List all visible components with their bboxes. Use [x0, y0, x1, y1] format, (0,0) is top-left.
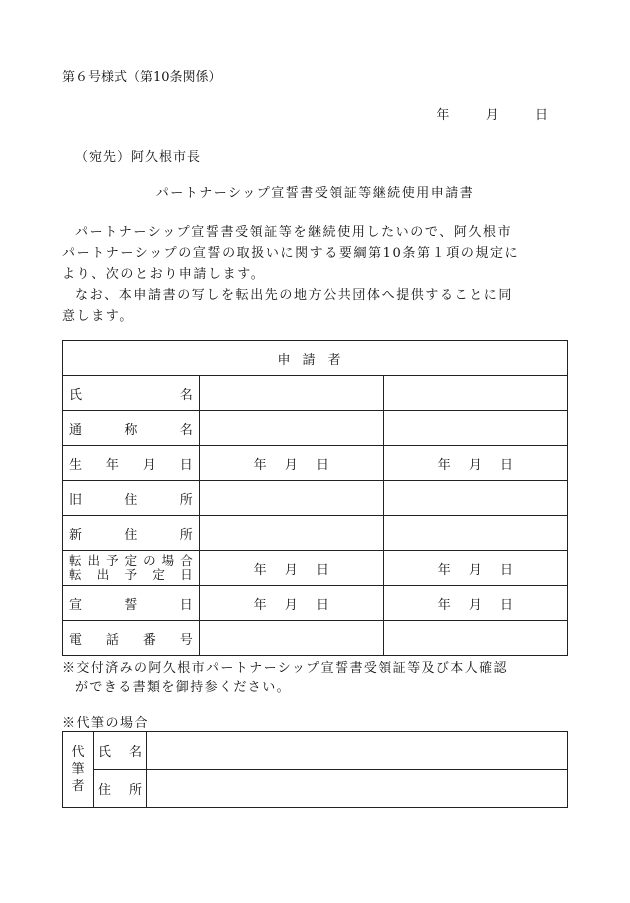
applicant-2-field[interactable]	[383, 481, 567, 516]
label-char: の	[143, 553, 156, 568]
applicant-1-field[interactable]	[199, 621, 383, 656]
label-char: 日	[179, 457, 193, 473]
note-line: ができる書類を御持参ください。	[75, 680, 292, 695]
applicant-2-field[interactable]: 年 月 日	[383, 446, 567, 481]
row-label	[63, 411, 200, 446]
label-char: 名	[179, 422, 193, 438]
proxy-name-field[interactable]	[147, 732, 568, 770]
applicant-1-field[interactable]	[199, 481, 383, 516]
note-line: ※交付済みの阿久根市パートナーシップ宣誓書受領証等及び本人確認	[62, 661, 508, 676]
label-char: 出	[96, 567, 110, 582]
label-char: 場	[161, 553, 175, 568]
applicant-1-field[interactable]	[199, 376, 383, 411]
proxy-side-char: 代	[71, 745, 85, 760]
body-line: パートナーシップ宣誓書受領証等を継続使用したいので、阿久根市	[75, 225, 513, 240]
label-char: 日	[179, 597, 193, 613]
applicant-row	[63, 376, 568, 411]
label-char: 号	[179, 632, 193, 648]
label-char: 所	[179, 527, 193, 543]
label-char: 生	[69, 457, 83, 473]
document-title: パートナーシップ宣誓書受領証等継続使用申請書	[155, 186, 475, 201]
applicant-2-field[interactable]	[383, 376, 567, 411]
applicant-row	[63, 411, 568, 446]
label-char: 年	[105, 457, 119, 473]
label-char: 転	[69, 553, 82, 568]
label-char: 通	[69, 422, 83, 438]
body-line: 意します。	[62, 309, 134, 324]
label-char: 出	[87, 553, 101, 568]
body-line: より、次のとおり申請します。	[62, 267, 266, 282]
applicant-2-field[interactable]	[383, 621, 567, 656]
label-char: 所	[179, 492, 193, 508]
label-char: 電	[69, 632, 83, 648]
row-label	[63, 586, 200, 621]
row-label	[63, 621, 200, 656]
applicant-row	[63, 551, 568, 586]
applicant-row	[63, 446, 568, 481]
proxy-heading: ※代筆の場合	[62, 716, 150, 731]
body-line: なお、本申請書の写しを転出先の地方公共団体へ提供することに同	[75, 288, 514, 303]
proxy-label-char: 氏	[98, 745, 112, 760]
label-char: 番	[142, 632, 156, 648]
proxy-label-char: 住	[98, 783, 112, 798]
applicant-1-field[interactable]	[199, 516, 383, 551]
row-label	[63, 551, 200, 586]
date-month: 月	[485, 108, 499, 123]
label-char: 予	[124, 567, 138, 582]
label-char: 称	[124, 422, 138, 438]
submission-date	[436, 104, 548, 123]
proxy-side-char: 筆	[71, 762, 85, 777]
row-label	[63, 376, 200, 411]
label-char: 転	[69, 567, 82, 582]
applicant-table	[62, 340, 568, 656]
applicant-1-field[interactable]: 年 月 日	[199, 551, 383, 586]
date-year: 年	[436, 108, 450, 123]
label-char: 定	[152, 567, 165, 582]
body-line: パートナーシップの宣誓の取扱いに関する要綱第10条第１項の規定に	[62, 246, 520, 261]
applicant-2-field[interactable]: 年 月 日	[383, 586, 567, 621]
applicant-row	[63, 586, 568, 621]
label-char: 話	[105, 632, 119, 648]
label-char: 月	[142, 457, 156, 473]
applicant-header: 申請者	[63, 341, 568, 376]
applicant-row	[63, 481, 568, 516]
label-char: 名	[179, 387, 193, 403]
row-label	[63, 481, 200, 516]
proxy-label-char: 名	[128, 745, 142, 760]
label-char: 氏	[69, 387, 83, 403]
attachment-note	[62, 659, 568, 697]
proxy-label-char: 所	[128, 783, 142, 798]
label-char: 日	[180, 567, 193, 582]
applicant-2-field[interactable]	[383, 516, 567, 551]
label-char: 予	[106, 553, 119, 568]
label-char: 合	[180, 553, 193, 568]
label-char: 誓	[124, 597, 138, 613]
proxy-address-label	[94, 770, 147, 808]
applicant-1-field[interactable]	[199, 411, 383, 446]
label-char: 宣	[69, 597, 83, 613]
proxy-table	[62, 731, 568, 808]
label-char: 住	[124, 527, 138, 543]
proxy-name-label	[94, 732, 147, 770]
label-char: 住	[124, 492, 138, 508]
date-day: 日	[534, 108, 548, 123]
form-number: 第６号様式（第10条関係）	[62, 70, 222, 85]
applicant-1-field[interactable]: 年 月 日	[199, 446, 383, 481]
proxy-side-label	[63, 732, 94, 808]
applicant-row	[63, 621, 568, 656]
row-label	[63, 446, 200, 481]
row-label	[63, 516, 200, 551]
proxy-address-field[interactable]	[147, 770, 568, 808]
addressee: （宛先）阿久根市長	[75, 150, 202, 165]
label-char: 新	[69, 527, 83, 543]
proxy-side-char: 者	[71, 779, 85, 794]
request-body	[62, 222, 568, 327]
label-char: 旧	[69, 492, 83, 508]
applicant-row	[63, 516, 568, 551]
applicant-2-field[interactable]: 年 月 日	[383, 551, 567, 586]
applicant-2-field[interactable]	[383, 411, 567, 446]
label-char: 定	[124, 553, 138, 568]
applicant-1-field[interactable]: 年 月 日	[199, 586, 383, 621]
